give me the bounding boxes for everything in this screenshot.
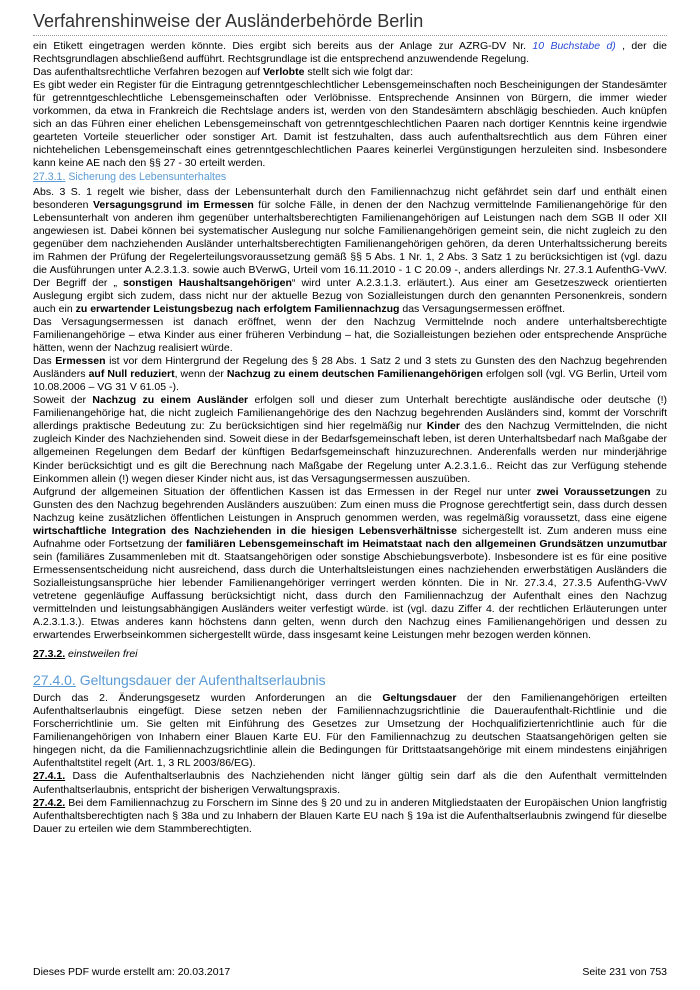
text: , der die Rechtsgrundlagen abschließend aufführt. Rechtsgrundlage ist die entsprechend anzuwendende Regelung. <box>33 40 667 66</box>
paragraph <box>33 797 667 836</box>
intro-paragraph <box>33 40 667 66</box>
paragraph <box>33 486 667 643</box>
text: Das <box>33 355 56 368</box>
verlobte-paragraph <box>33 66 667 79</box>
text: Aufgrund der allgemeinen Situation der öffentlichen Kassen ist das Ermessen in der Regel nur unter <box>33 485 537 498</box>
paragraph <box>33 770 667 796</box>
bold-text: Ermessen <box>55 355 106 368</box>
bold-text: Verlobte <box>263 66 305 79</box>
section-27-3-2 <box>33 648 667 661</box>
bold-text: zwei Voraussetzungen <box>536 485 651 498</box>
section-title: Sicherung des Lebensunterhaltes <box>65 171 227 184</box>
bold-text: sonstigen Haushaltsangehörigen <box>123 276 292 289</box>
section-heading-27-3-1 <box>33 171 667 184</box>
text: für solche Fälle, in denen der den Nachzug vermittelnde Familienangehörige für den Lebensunterhalt von anderen ihm gegenüber unterhaltsberechtigten Familienangehörigen auf Leistungen nach dem SGB II oder XII angewiesen ist. Dabei können bei systematischer Auslegung nur solche Familienangehörigen gemeint sein, die nicht zugleich zu den gegenüber dem nachziehenden Ausländer unterhaltsberechtigten Familienangehörigen gehören, da deren Unterhaltssicherung bereits im Rahmen der Prüfung der Regelerteilungsvoraussetzung gemäß §§ 5 Abs. 1 Nr. 1, 2 Abs. 3 Satz 1 zu berücksichtigen ist (vgl. dazu die Ausführungen unter A.2.3.1.3. sowie auch BVerwG, Urteil vom 16.11.2010 - 1 C 20.09 -, anders allerdings Nr. 27.3.1 AufenthG-VwV. Der Begriff der „ <box>33 198 667 289</box>
page-number: Seite 231 von 753 <box>582 966 667 978</box>
text: Das aufenthaltsrechtliche Verfahren bezogen auf <box>33 66 263 79</box>
text: der den Familienangehörigen erteilten Aufenthaltserlaubnis eingefügt. Diese setzen neben der Familiennachzugsrichtlinie die Daueraufenthalt-Richtlinie und die Forscherrichtlinie um. Sie gelten mit Einführung des Gesetzes zur Umsetzung der Hochqualifiziertenrichtlinie auch für die Familienangehörigen von Inhabern einer Blauen Karte EU. Für den Familiennachzug zu deutschen Staatsangehörigen gelten sie hingegen nicht, da die Familiennachzugsrichtlinie allein die Bedingungen für Drittstaatsangehörige mit einem mindestens einjährigen Aufenthaltstitel regelt (Art. 1, 3 RL 2003/86/EG). <box>33 692 667 770</box>
section-note: einstweilen frei <box>65 648 138 661</box>
text: , wenn der <box>174 368 227 381</box>
text: des den Nachzug Vermittelnden, die nicht zugleich Kinder des Nachziehenden sind. Soweit diese in der Bedarfsgemeinschaft leben, ist deren Unterhaltsbedarf nach Maßgabe der allgemeinen Regelungen dem Bedarf der künftigen Bedarfsgemeinschaft hinzuzurechnen. Anderenfalls werden nur minderjährige Kinder berücksichtigt und es gilt die Berechnung nach Maßgabe der Regelung unter A.2.3.1.6.. Reicht das zur Verfügung stehende Einkommen allein (!) wegen dieser Kinder nicht aus, ist das Versagungsermessen auszuüben. <box>33 420 667 485</box>
azrg-reference-link[interactable]: 10 Buchstabe d) <box>532 40 616 52</box>
text: sein (familiäres Zusammenleben mit dt. Staatsangehörigen oder sonstige Abschiebungsverbote). Insbesondere ist es für eine positive Ermessensentscheidung nicht ausreichend, dass durch die Unterhaltsleistungen eines nachziehenden erwerbstätigen Ausländers die Sozialleistungsansprüche hier lebender Familienangehöriger verringert werden könnten. Die in Nr. 27.3.4, 27.3.5 AufenthG-VwV vetretene gegenläufige Auffassung berücksichtigt nicht, dass durch den Familiennachzug der Aufenthalt eines den Nachzug vermittelnden und leistungsabhängigen Ausländers weiter verfestigt würde. ist (vgl. dazu Ziffer 4. der rechtlichen Erläuterungen unter A.2.3.1.3.). Etwas anderes kann höchstens dann gelten, wenn durch den Nachzug eines Familienangehörigen und dessen zu erwartendes Erwerbseinkommen sichergestellt würde, dass insgesamt keine Leistungen mehr bezogen werden können. <box>33 550 667 642</box>
section-title: Geltungsdauer der Aufenthaltserlaubnis <box>75 672 326 689</box>
text: zu Gunsten des den Nachzug begehrenden Ausländers auszuüben: Zum einen muss die Prognose gerechtfertigt sein, dass durch dessen Nachzug keine zusätzlichen öffentlichen Leistungen in Anspruch genommen werden, was regelmäßig voraussetzt, dass eine eigene <box>33 485 667 524</box>
text: Bei dem Familiennachzug zu Forschern im Sinne des § 20 und zu in anderen Mitgliedstaaten der Europäischen Union langfristig Aufenthaltsberechtigten nach § 38a und zu Inhabern der Blauen Karte EU nach § 19a ist die Aufenthaltserlaubnis zwingend für dieselbe Dauer zu erteilen wie dem Stammberechtigten. <box>33 796 667 835</box>
page-title: Verfahrenshinweise der Ausländerbehörde Berlin <box>33 11 424 31</box>
bold-text: Geltungsdauer <box>382 692 457 705</box>
bold-text: Nachzug zu einem deutschen Familienangehörigen <box>226 368 483 381</box>
bold-text: Kinder <box>426 420 460 433</box>
page-footer <box>33 966 667 978</box>
text: ein Etikett eingetragen werden könnte. Dies ergibt sich bereits aus der Anlage zur AZRG-DV Nr. <box>33 40 533 52</box>
created-date: Dieses PDF wurde erstellt am: 20.03.2017 <box>33 966 231 978</box>
section-number[interactable]: 27.4.2. <box>33 796 66 809</box>
text: Soweit der <box>33 394 93 407</box>
bold-text: wirtschaftliche Integration des Nachziehenden in die hiesigen Lebensverhältnisse <box>33 524 457 537</box>
text: stellt sich wie folgt dar: <box>304 66 413 79</box>
text: erfolgen soll (vgl. VG Berlin, Urteil vom 10.08.2006 – VG 31 V 61.05 -). <box>33 368 667 394</box>
register-paragraph: Es gibt weder ein Register für die Eintragung getrenntgeschlechtlicher Lebensgemeinschaften noch Bescheinigungen der Standesämter für getrenntgeschlechtliche Lebensgemeinschaften oder Verlöbnisse. Entsprechende Ansinnen von Bürgern, die immer wieder vorkommen, da etwa in Frankreich die Rechtslage anders ist, werden von den Standesämtern abschlägig beschieden. Auch knüpfen sich an das Führen einer ehelichen Lebensgemeinschaft von getrenntgeschlechtlichen Paaren nach dortiger Kenntnis keine irgendwie gearteten Vorteile steuerlicher oder sonstiger Art. Damit ist festzuhalten, dass auch aufenthaltsrechtlich aus dem Führen einer nichtehelichen Lebensgemeinschaft eines getrenntgeschlechtlichen Paares keinerlei Vergünstigungen herzuleiten sind. Insbesondere kann keine AE nach den §§ 27 - 30 erteilt werden. <box>33 79 667 170</box>
bold-text: zu erwartender Leistungsbezug nach erfolgtem Familiennachzug <box>75 302 400 315</box>
paragraph <box>33 692 667 770</box>
text: erfolgen soll und dieser zum Unterhalt berechtigte ausländische oder deutsche (!) Familienangehörige hat, die nicht zugleich Familienangehörige des den Nachzug begehrenden Ausländers sind, kommt der Vorschrift allerdings praktische Bedeutung zu: Zu berücksichtigen sind hier regelmäßig nur <box>33 394 667 433</box>
paragraph <box>33 355 667 394</box>
text: Abs. 3 S. 1 regelt wie bisher, dass der Lebensunterhalt durch den Familiennachzug nicht gefährdet sein darf und enthält einen besonderen <box>33 185 667 211</box>
bold-text: Nachzug zu einem Ausländer <box>92 394 249 407</box>
section-number[interactable]: 27.3.2. <box>33 648 66 661</box>
document-body <box>33 40 667 836</box>
text: sichergestellt ist. Zum anderen muss eine Aufnahme oder Fortsetzung der <box>33 524 667 550</box>
paragraph: Das Versagungsermessen ist danach eröffnet, wenn der den Nachzug Vermittelnde noch andere unterhaltsberechtigte Familienangehörige – etwa Kinder aus einer früheren Verbindung – hat, die Sozialleistungen beziehen oder entsprechende Ansprüche hätten, wenn der Nachzug realisiert würde. <box>33 315 667 355</box>
bold-text: familiären Lebensgemeinschaft im Heimatstaat nach den allgemeinen Grundsätzen unzumutbar <box>186 537 668 550</box>
text: Durch das 2. Änderungsgesetz wurden Anforderungen an die <box>33 692 383 705</box>
section-number[interactable]: 27.4.0. <box>33 672 76 689</box>
text: das Versagungsermessen eröffnet. <box>399 302 566 315</box>
bold-text: Versagungsgrund im Ermessen <box>93 198 254 211</box>
section-number[interactable]: 27.4.1. <box>33 770 66 783</box>
text: “ wird unter A.2.3.1.3. erläutert.). Aus einer am Gesetzeszweck orientierten Auslegung ergibt sich zudem, dass nicht nur der aktuelle Bezug von Sozialleistungen durch den genannten Personenkreis, sondern auch ein <box>33 276 667 315</box>
paragraph <box>33 186 667 316</box>
section-number[interactable]: 27.3.1. <box>33 171 66 184</box>
paragraph <box>33 394 667 485</box>
bold-text: auf Null reduziert <box>88 368 175 381</box>
section-heading-27-4-0 <box>33 672 667 689</box>
page-header <box>33 10 667 36</box>
text: ist vor dem Hintergrund der Regelung des § 28 Abs. 1 Satz 2 und 3 stets zu Gunsten des den Nachzug begehrenden Ausländers <box>33 355 667 381</box>
text: Dass die Aufenthaltserlaubnis des Nachziehenden nicht länger gültig sein darf als die den Aufenthalt vermittelnden Aufenthaltserlaubnis, entspricht der bisherigen Verwaltungspraxis. <box>33 770 667 796</box>
